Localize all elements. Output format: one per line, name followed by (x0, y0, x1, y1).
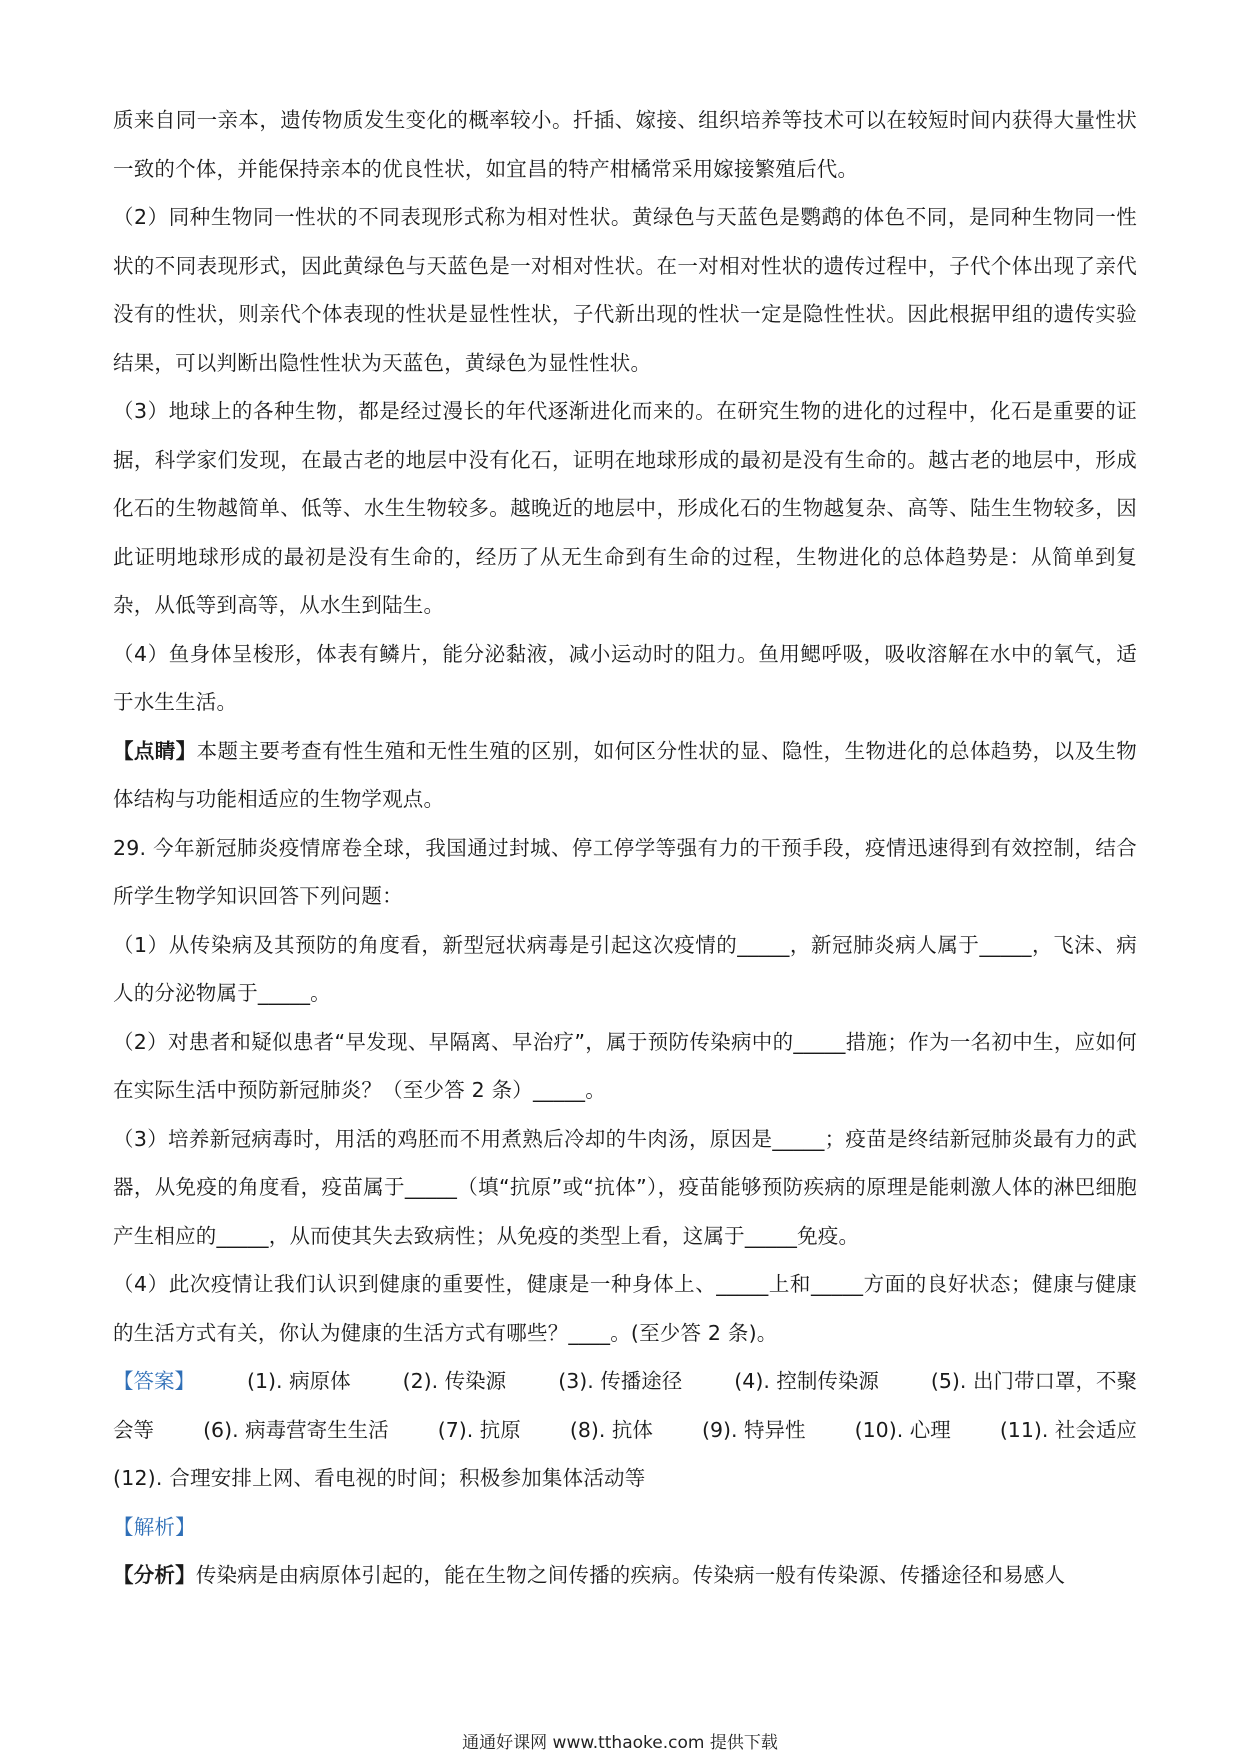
question-part-2: （2）对患者和疑似患者“早发现、早隔离、早治疗”，属于预防传染病中的_____措施；作为一名初中生，应如何在实际生活中预防新冠肺炎？（至少答 2 条）_____。 (113, 1029, 1137, 1102)
question-part-3: （3）培养新冠病毒时，用活的鸡胚而不用煮熟后冷却的牛肉汤，原因是_____；疫苗是终结新冠肺炎最有力的武器，从免疫的角度看，疫苗属于_____（填“抗原”或“抗体”），疫苗能够预防疾病的原理是能刺激人体的淋巴细胞产生相应的_____，从而使其失去致病性；从免疫的类型上看，这属于_____免疫。 (113, 1126, 1137, 1248)
answer-tag: 【答案】 (113, 1369, 195, 1393)
answer-item: (3). 传播途径 (558, 1369, 683, 1393)
answer-row-2 (113, 1406, 1137, 1455)
answer-item: (4). 控制传染源 (734, 1369, 879, 1393)
fenxi-tag: 【分析】 (113, 1563, 196, 1587)
answer-item: (11). 社会适应 (999, 1417, 1137, 1442)
paragraph-4: （4）鱼身体呈梭形，体表有鳞片，能分泌黏液，减小运动时的阻力。鱼用鳃呼吸，吸收溶解在水中的氧气，适于水生生活。 (113, 641, 1137, 714)
answer-item: (6). 病毒营寄生生活 (203, 1417, 389, 1442)
paragraph-3: （3）地球上的各种生物，都是经过漫长的年代逐渐进化而来的。在研究生物的进化的过程中，化石是重要的证据，科学家们发现，在最古老的地层中没有化石，证明在地球形成的最初是没有生命的。越古老的地层中，形成化石的生物越简单、低等、水生生物较多。越晚近的地层中，形成化石的生物越复杂、高等、陆生生物较多，因此证明地球形成的最初是没有生命的，经历了从无生命到有生命的过程，生物进化的总体趋势是：从简单到复杂，从低等到高等，从水生到陆生。 (113, 399, 1137, 617)
dianjing-text: 本题主要考查有性生殖和无性生殖的区别，如何区分性状的显、隐性，生物进化的总体趋势，以及生物体结构与功能相适应的生物学观点。 (113, 738, 1137, 811)
question-stem: 29. 今年新冠肺炎疫情席卷全球，我国通过封城、停工停学等强有力的干预手段，疫情迅速得到有效控制，结合所学生物学知识回答下列问题： (113, 835, 1137, 908)
document-body (113, 96, 1137, 1600)
fenxi-text: 传染病是由病原体引起的，能在生物之间传播的疾病。传染病一般有传染源、传播途径和易感人 (195, 1563, 1066, 1587)
answer-item: (7). 抗原 (437, 1417, 521, 1442)
paragraph-1: 质来自同一亲本，遗传物质发生变化的概率较小。扦插、嫁接、组织培养等技术可以在较短时间内获得大量性状一致的个体，并能保持亲本的优良性状，如宜昌的特产柑橘常采用嫁接繁殖后代。 (113, 108, 1137, 181)
answer-item: (10). 心理 (854, 1417, 951, 1442)
paragraph-2: （2）同种生物同一性状的不同表现形式称为相对性状。黄绿色与天蓝色是鹦鹉的体色不同，是同种生物同一性状的不同表现形式，因此黄绿色与天蓝色是一对相对性状。在一对相对性状的遗传过程中，子代个体出现了亲代没有的性状，则亲代个体表现的性状是显性性状，子代新出现的性状一定是隐性性状。因此根据甲组的遗传实验结果，可以判断出隐性性状为天蓝色，黄绿色为显性性状。 (113, 205, 1137, 375)
answer-item: (1). 病原体 (247, 1369, 351, 1393)
dianjing-tag: 【点睛】 (113, 738, 197, 763)
answer-item: (2). 传染源 (402, 1369, 507, 1393)
dianjing-paragraph (113, 727, 1137, 824)
answer-item: (8). 抗体 (569, 1417, 653, 1442)
jiexi-tag: 【解析】 (113, 1514, 196, 1539)
question-part-1: （1）从传染病及其预防的角度看，新型冠状病毒是引起这次疫情的_____，新冠肺炎病人属于_____，飞沫、病人的分泌物属于_____。 (113, 932, 1137, 1005)
answer-row-1 (113, 1357, 1137, 1406)
fenxi-paragraph (113, 1551, 1137, 1600)
answer-item: 会等 (113, 1417, 154, 1442)
question-part-4: （4）此次疫情让我们认识到健康的重要性，健康是一种身体上、_____上和_____方面的良好状态；健康与健康的生活方式有关，你认为健康的生活方式有哪些？____。(至少答 2 条)。 (113, 1272, 1137, 1345)
page-footer: 通通好课网 www.tthaoke.com 提供下载 (462, 1733, 778, 1753)
answer-item: (5). 出门带口罩，不聚 (930, 1369, 1137, 1393)
answer-row-3: (12). 合理安排上网、看电视的时间；积极参加集体活动等 (113, 1466, 646, 1490)
answer-item: (9). 特异性 (701, 1417, 806, 1442)
